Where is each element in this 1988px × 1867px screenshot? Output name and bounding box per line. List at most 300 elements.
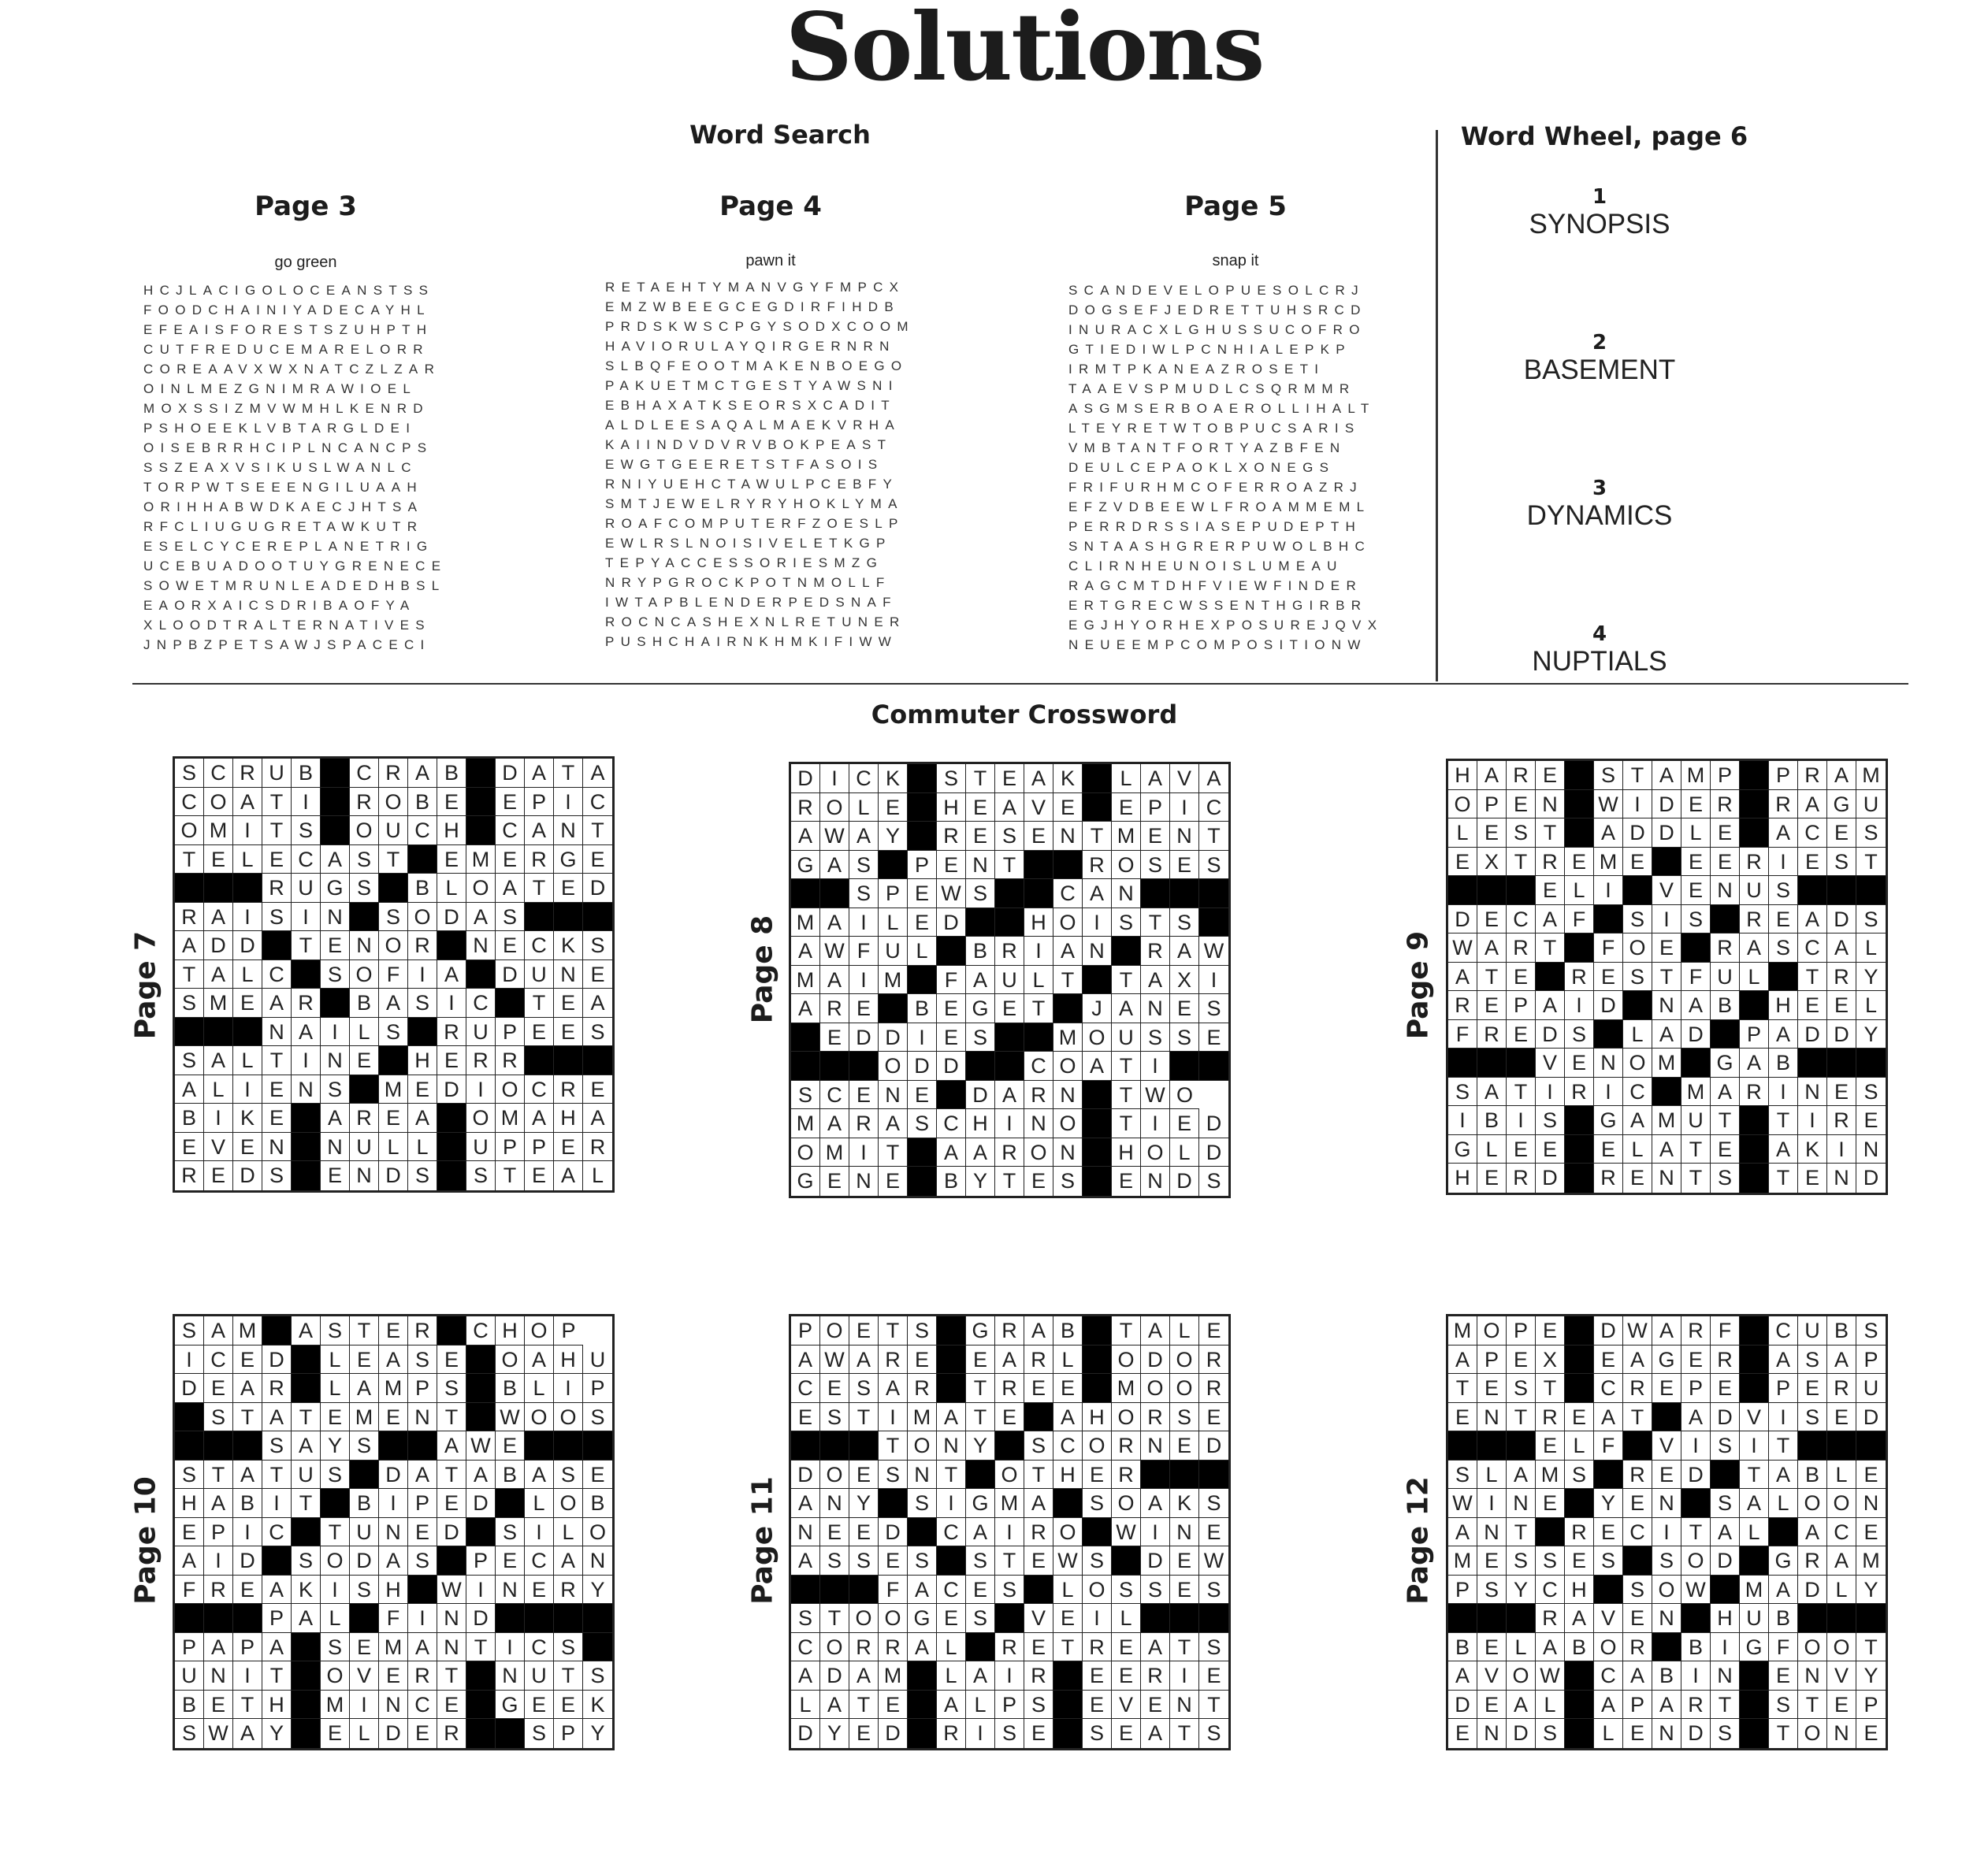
crossword-letter-square: S: [1769, 876, 1798, 905]
crossword-letter-square: E: [1199, 1518, 1228, 1547]
word-wheel-answer: SYNOPSIS: [1529, 209, 1670, 239]
word-search-row: [143, 280, 447, 300]
word-wheel-number: 2: [1592, 331, 1607, 354]
crossword-letter-square: O: [1024, 1138, 1053, 1167]
crossword-letter-square: R: [1448, 991, 1477, 1020]
crossword-letter-square: E: [496, 788, 525, 817]
word-search-row: [143, 320, 447, 340]
crossword-letter-square: O: [379, 788, 408, 817]
crossword-letter-square: B: [966, 937, 995, 966]
crossword-letter-square: E: [1711, 1374, 1740, 1403]
crossword-letter-square: C: [791, 1633, 820, 1662]
crossword-letter-square: E: [1507, 1020, 1536, 1049]
crossword-letter-square: I: [879, 1403, 908, 1432]
word-search-row-text: KAIINDVDVRVBOKPEAST: [605, 437, 893, 452]
crossword-letter-square: U: [1856, 790, 1886, 819]
word-search-row: [1068, 517, 1383, 536]
crossword-black-square: [1199, 1604, 1228, 1633]
crossword-letter-square: I: [466, 1576, 496, 1605]
crossword-black-square: [525, 1431, 554, 1461]
crossword-letter-square: T: [233, 1691, 262, 1720]
crossword-letter-square: V: [1024, 1604, 1053, 1633]
crossword-letter-square: G: [966, 994, 995, 1023]
crossword-black-square: [1594, 1576, 1623, 1605]
crossword-letter-square: A: [583, 1104, 612, 1133]
crossword-letter-square: C: [937, 1109, 966, 1138]
crossword-letter-square: A: [525, 759, 554, 788]
crossword-letter-square: S: [583, 1018, 612, 1047]
crossword-letter-square: T: [233, 1403, 262, 1432]
crossword-letter-square: O: [1594, 1633, 1623, 1662]
crossword-letter-square: R: [1827, 1374, 1856, 1403]
word-search-row: [143, 458, 447, 477]
crossword-letter-square: N: [966, 851, 995, 880]
crossword-black-square: [908, 1518, 937, 1547]
crossword-row: [791, 1719, 1228, 1748]
crossword-letter-square: R: [908, 1374, 937, 1403]
crossword-row: [1448, 963, 1886, 992]
crossword-row: [791, 1346, 1228, 1375]
crossword-letter-square: Y: [583, 1576, 612, 1605]
crossword-letter-square: N: [1507, 1489, 1536, 1518]
crossword-letter-square: A: [1141, 966, 1170, 995]
crossword-letter-square: H: [496, 1316, 525, 1346]
crossword-black-square: [1083, 966, 1112, 995]
crossword-letter-square: A: [204, 1489, 233, 1518]
word-search-row-text: SCANDEVELOPUESOLCRJ: [1068, 283, 1365, 298]
crossword-row: [175, 1346, 612, 1375]
crossword-letter-square: I: [820, 764, 849, 793]
crossword-black-square: [1477, 876, 1507, 905]
crossword-letter-square: E: [525, 1161, 554, 1190]
crossword-letter-square: U: [1681, 1106, 1711, 1135]
crossword-letter-square: A: [379, 1346, 408, 1375]
crossword-letter-square: A: [1141, 1633, 1170, 1662]
crossword-letter-square: E: [908, 1346, 937, 1375]
crossword-letter-square: D: [879, 1023, 908, 1052]
crossword-letter-square: E: [1141, 1691, 1170, 1720]
crossword-letter-square: T: [1199, 822, 1228, 851]
crossword-letter-square: M: [791, 966, 820, 995]
crossword-letter-square: F: [879, 1576, 908, 1605]
crossword-black-square: [292, 1719, 321, 1748]
crossword-letter-square: N: [1024, 1109, 1053, 1138]
crossword-letter-square: R: [1199, 1374, 1228, 1403]
crossword-black-square: [525, 1604, 554, 1633]
crossword-letter-square: E: [1448, 1403, 1477, 1432]
crossword-letter-square: O: [1827, 1633, 1856, 1662]
crossword-letter-square: A: [1477, 934, 1507, 963]
crossword-row: [175, 1431, 612, 1461]
crossword-letter-square: H: [1448, 1164, 1477, 1193]
crossword-black-square: [496, 1489, 525, 1518]
crossword-letter-square: S: [908, 1546, 937, 1576]
crossword-letter-square: A: [1448, 1518, 1477, 1547]
word-search-row: [605, 415, 915, 435]
crossword-row: [1448, 991, 1886, 1020]
word-search-row-text: XLOODTRALTERNATIVES: [143, 618, 431, 633]
crossword-black-square: [1083, 764, 1112, 793]
crossword-letter-square: T: [995, 1167, 1024, 1196]
crossword-letter-square: U: [1112, 1023, 1141, 1052]
word-search-row-text: EFZVDBEEWLFROAMMEML: [1068, 499, 1371, 514]
crossword-letter-square: E: [966, 793, 995, 822]
crossword-letter-square: T: [1112, 1109, 1141, 1138]
crossword-letter-square: S: [408, 989, 437, 1018]
crossword-black-square: [1856, 1049, 1886, 1078]
crossword-letter-square: A: [233, 1719, 262, 1748]
crossword-letter-square: S: [1711, 1489, 1740, 1518]
crossword-letter-square: Y: [321, 1431, 350, 1461]
crossword-letter-square: D: [1594, 1316, 1623, 1346]
crossword-letter-square: T: [175, 960, 204, 989]
crossword-letter-square: P: [204, 1518, 233, 1547]
crossword-letter-square: H: [966, 1109, 995, 1138]
word-search-row: [605, 533, 915, 553]
crossword-letter-square: N: [262, 1018, 292, 1047]
crossword-letter-square: P: [262, 1604, 292, 1633]
crossword-letter-square: R: [1141, 1661, 1170, 1691]
crossword-letter-square: S: [820, 1403, 849, 1432]
crossword-black-square: [1740, 761, 1769, 790]
crossword-black-square: [379, 1431, 408, 1461]
crossword-black-square: [466, 816, 496, 845]
crossword-letter-square: A: [1740, 1489, 1769, 1518]
crossword-letter-square: F: [849, 937, 879, 966]
crossword-letter-square: O: [1798, 1633, 1827, 1662]
crossword-letter-square: I: [849, 908, 879, 937]
crossword-letter-square: M: [350, 1403, 379, 1432]
crossword-black-square: [437, 931, 466, 960]
crossword-black-square: [1024, 851, 1053, 880]
crossword-black-square: [995, 908, 1024, 937]
crossword-letter-square: D: [379, 1461, 408, 1490]
crossword-row: [1448, 1431, 1886, 1461]
crossword-black-square: [175, 874, 204, 903]
crossword-letter-square: U: [350, 1133, 379, 1162]
crossword-letter-square: P: [1769, 761, 1798, 790]
crossword-letter-square: E: [1083, 1691, 1112, 1720]
crossword-letter-square: O: [1170, 1374, 1199, 1403]
word-wheel-item-2: [1481, 331, 1718, 386]
crossword-letter-square: D: [379, 1719, 408, 1748]
crossword-letter-square: A: [292, 1018, 321, 1047]
crossword-letter-square: A: [1681, 991, 1711, 1020]
crossword-letter-square: I: [1681, 1431, 1711, 1461]
crossword-black-square: [849, 1576, 879, 1605]
crossword-black-square: [820, 1431, 849, 1461]
crossword-letter-square: N: [1856, 1489, 1886, 1518]
crossword-letter-square: D: [966, 1081, 995, 1110]
crossword-black-square: [995, 1604, 1024, 1633]
crossword-letter-square: B: [583, 1489, 612, 1518]
crossword-letter-square: C: [1798, 934, 1827, 963]
crossword-letter-square: P: [1856, 1691, 1886, 1720]
crossword-letter-square: L: [233, 960, 262, 989]
crossword-row: [175, 1374, 612, 1403]
crossword-letter-square: E: [1681, 1346, 1711, 1375]
word-search-row-text: EAORXAICSDRIBAOFYA: [143, 598, 416, 613]
crossword-black-square: [321, 816, 350, 845]
crossword-letter-square: C: [849, 764, 879, 793]
crossword-letter-square: S: [1681, 905, 1711, 934]
crossword-black-square: [1112, 1546, 1141, 1576]
crossword-letter-square: I: [849, 1138, 879, 1167]
crossword-letter-square: F: [379, 960, 408, 989]
crossword-letter-square: K: [583, 1691, 612, 1720]
crossword-letter-square: U: [879, 937, 908, 966]
crossword-black-square: [466, 1374, 496, 1403]
crossword-letter-square: T: [379, 845, 408, 874]
word-search-row: [605, 376, 915, 395]
crossword-letter-square: L: [321, 1346, 350, 1375]
crossword-letter-square: R: [1507, 934, 1536, 963]
crossword-letter-square: E: [1536, 1316, 1565, 1346]
word-search-row: [143, 576, 447, 596]
word-search-row: [143, 300, 447, 320]
crossword-letter-square: P: [1740, 1020, 1769, 1049]
crossword-letter-square: A: [791, 1346, 820, 1375]
crossword-letter-square: A: [525, 1104, 554, 1133]
crossword-letter-square: N: [937, 1431, 966, 1461]
word-search-row: [143, 596, 447, 615]
crossword-letter-square: N: [408, 1403, 437, 1432]
crossword-letter-square: I: [437, 989, 466, 1018]
crossword-letter-square: A: [1024, 1489, 1053, 1518]
crossword-letter-square: C: [525, 931, 554, 960]
crossword-row: [175, 1316, 612, 1346]
crossword-letter-square: B: [1769, 1049, 1798, 1078]
crossword-letter-square: S: [379, 1018, 408, 1047]
word-search-row: [143, 340, 447, 359]
crossword-letter-square: A: [879, 1374, 908, 1403]
word-search-row-text: SMTJEWELRYRYHOKLYMA: [605, 496, 904, 511]
crossword-black-square: [1740, 1691, 1769, 1720]
crossword-letter-square: O: [1053, 1518, 1083, 1547]
crossword-letter-square: P: [1769, 1374, 1798, 1403]
word-search-row: [605, 612, 915, 632]
crossword-letter-square: R: [1565, 963, 1594, 992]
crossword-letter-square: R: [849, 1633, 879, 1662]
crossword-black-square: [233, 1604, 262, 1633]
crossword-letter-square: P: [554, 1316, 583, 1346]
crossword-letter-square: P: [995, 1691, 1024, 1720]
crossword-row: [175, 1518, 612, 1547]
crossword-letter-square: A: [1141, 764, 1170, 793]
crossword-letter-square: T: [1536, 934, 1565, 963]
crossword-black-square: [379, 1046, 408, 1075]
crossword-letter-square: L: [1170, 1138, 1199, 1167]
word-search-row: [143, 438, 447, 458]
crossword-letter-square: R: [1024, 1346, 1053, 1375]
crossword-black-square: [1536, 963, 1565, 992]
word-search-row: [605, 336, 915, 356]
crossword-letter-square: R: [408, 1316, 437, 1346]
crossword-black-square: [1477, 1431, 1507, 1461]
crossword-letter-square: N: [437, 1633, 466, 1662]
crossword-letter-square: M: [1652, 1106, 1681, 1135]
crossword-letter-square: E: [1856, 1518, 1886, 1547]
crossword-row: [791, 1633, 1228, 1662]
crossword-letter-square: W: [1623, 1316, 1652, 1346]
crossword-letter-square: D: [466, 1489, 496, 1518]
crossword-row: [175, 1546, 612, 1576]
crossword-black-square: [1053, 1719, 1083, 1748]
crossword-letter-square: T: [849, 1403, 879, 1432]
word-search-row: [1068, 477, 1383, 497]
crossword-letter-square: D: [791, 1719, 820, 1748]
crossword-row: [1448, 1078, 1886, 1107]
crossword-letter-square: S: [496, 1518, 525, 1547]
crossword-letter-square: D: [820, 1661, 849, 1691]
crossword-black-square: [321, 1489, 350, 1518]
crossword-letter-square: U: [1740, 876, 1769, 905]
crossword-letter-square: S: [1856, 905, 1886, 934]
crossword-letter-square: W: [437, 1576, 466, 1605]
crossword-letter-square: T: [350, 1316, 379, 1346]
word-search-row-text: SSZEAXVSIKUSLWANLC: [143, 460, 418, 475]
crossword-letter-square: I: [1199, 966, 1228, 995]
crossword-letter-square: K: [1798, 1135, 1827, 1164]
crossword-letter-square: E: [1199, 1661, 1228, 1691]
crossword-letter-square: C: [496, 816, 525, 845]
crossword-row: [1448, 1346, 1886, 1375]
word-search-row: [605, 455, 915, 474]
word-search-row: [143, 418, 447, 438]
crossword-black-square: [1681, 1604, 1711, 1633]
crossword-letter-square: G: [1711, 1049, 1740, 1078]
word-search-grid-page-3: [143, 280, 447, 655]
crossword-row: [175, 1661, 612, 1691]
crossword-letter-square: V: [1536, 1049, 1565, 1078]
crossword-letter-square: E: [233, 1346, 262, 1375]
crossword-letter-square: E: [379, 1316, 408, 1346]
word-search-row-text: NRYPGROCKPOTNMOLLF: [605, 575, 891, 590]
crossword-letter-square: E: [1681, 848, 1711, 877]
crossword-letter-square: A: [1199, 764, 1228, 793]
crossword-letter-square: L: [1477, 1135, 1507, 1164]
crossword-letter-square: P: [554, 1719, 583, 1748]
crossword-letter-square: C: [262, 1518, 292, 1547]
crossword-letter-square: W: [204, 1719, 233, 1748]
crossword-letter-square: E: [1507, 963, 1536, 992]
crossword-black-square: [908, 966, 937, 995]
crossword-letter-square: E: [321, 1719, 350, 1748]
crossword-letter-square: E: [1652, 934, 1681, 963]
crossword-letter-square: M: [496, 1104, 525, 1133]
ws-page-5-theme: snap it: [1212, 252, 1259, 269]
word-search-row: [143, 615, 447, 635]
crossword-letter-square: O: [525, 1316, 554, 1346]
word-search-grid-page-4: [605, 277, 915, 651]
crossword-row: [175, 1046, 612, 1075]
crossword-letter-square: B: [1681, 1633, 1711, 1662]
crossword-letter-square: O: [908, 1431, 937, 1461]
crossword-letter-square: A: [525, 1346, 554, 1375]
crossword-letter-square: N: [791, 1518, 820, 1547]
crossword-letter-square: T: [966, 1374, 995, 1403]
crossword-letter-square: Y: [1856, 963, 1886, 992]
word-search-row: [143, 556, 447, 576]
crossword-letter-square: B: [350, 989, 379, 1018]
crossword-letter-square: D: [1798, 1020, 1827, 1049]
crossword-letter-square: F: [1565, 905, 1594, 934]
crossword-letter-square: E: [1477, 991, 1507, 1020]
crossword-letter-square: C: [1623, 1518, 1652, 1547]
crossword-letter-square: H: [1711, 1604, 1740, 1633]
crossword-letter-square: P: [1448, 1576, 1477, 1605]
crossword-letter-square: E: [1769, 1661, 1798, 1691]
crossword-letter-square: R: [1536, 1604, 1565, 1633]
crossword-black-square: [292, 1691, 321, 1720]
crossword-letter-square: L: [1170, 1316, 1199, 1346]
crossword-row: [791, 1374, 1228, 1403]
word-search-row-text: GTIEDIWLPCNHIALEPKP: [1068, 342, 1351, 357]
crossword-letter-square: T: [496, 1161, 525, 1190]
crossword-letter-square: O: [1170, 1346, 1199, 1375]
word-search-row: [605, 356, 915, 376]
crossword-black-square: [554, 1431, 583, 1461]
crossword-letter-square: A: [1798, 790, 1827, 819]
crossword-letter-square: S: [1536, 1546, 1565, 1576]
crossword-black-square: [1024, 1023, 1053, 1052]
word-search-row: [605, 435, 915, 455]
crossword-row: [1448, 1374, 1886, 1403]
crossword-grid-page-8: [789, 762, 1231, 1198]
crossword-row: [1448, 1489, 1886, 1518]
crossword-letter-square: E: [408, 1518, 437, 1547]
word-search-row: [1068, 497, 1383, 517]
crossword-letter-square: T: [1769, 1106, 1798, 1135]
crossword-row: [175, 1576, 612, 1605]
crossword-letter-square: I: [849, 966, 879, 995]
crossword-letter-square: H: [937, 793, 966, 822]
crossword-letter-square: N: [496, 1576, 525, 1605]
crossword-letter-square: K: [292, 1576, 321, 1605]
crossword-letter-square: R: [204, 1576, 233, 1605]
crossword-letter-square: D: [1507, 1719, 1536, 1748]
word-search-row-text: DOGSEFJEDRETTUHSRCD: [1068, 303, 1367, 317]
crossword-letter-square: M: [466, 845, 496, 874]
crossword-black-square: [791, 1431, 820, 1461]
crossword-letter-square: L: [937, 1661, 966, 1691]
crossword-black-square: [1711, 1461, 1740, 1490]
crossword-letter-square: E: [1856, 1106, 1886, 1135]
crossword-black-square: [175, 1431, 204, 1461]
crossword-letter-square: R: [995, 1374, 1024, 1403]
crossword-letter-square: M: [1681, 761, 1711, 790]
vertical-divider: [1436, 130, 1438, 681]
crossword-letter-square: S: [1477, 1576, 1507, 1605]
crossword-letter-square: E: [1477, 1691, 1507, 1720]
crossword-black-square: [1565, 1316, 1594, 1346]
crossword-letter-square: P: [496, 1018, 525, 1047]
crossword-row: [1448, 1049, 1886, 1078]
crossword-letter-square: L: [1827, 1461, 1856, 1490]
crossword-letter-square: T: [849, 1691, 879, 1720]
crossword-letter-square: W: [1141, 1081, 1170, 1110]
crossword-letter-square: I: [1565, 991, 1594, 1020]
crossword-letter-square: S: [1199, 1489, 1228, 1518]
crossword-letter-square: L: [1740, 963, 1769, 992]
crossword-row: [175, 1018, 612, 1047]
crossword-black-square: [1141, 1461, 1170, 1490]
crossword-letter-square: E: [1083, 1661, 1112, 1691]
word-search-row: [1068, 438, 1383, 458]
crossword-letter-square: P: [233, 1633, 262, 1662]
crossword-letter-square: R: [1536, 848, 1565, 877]
crossword-letter-square: E: [379, 1403, 408, 1432]
